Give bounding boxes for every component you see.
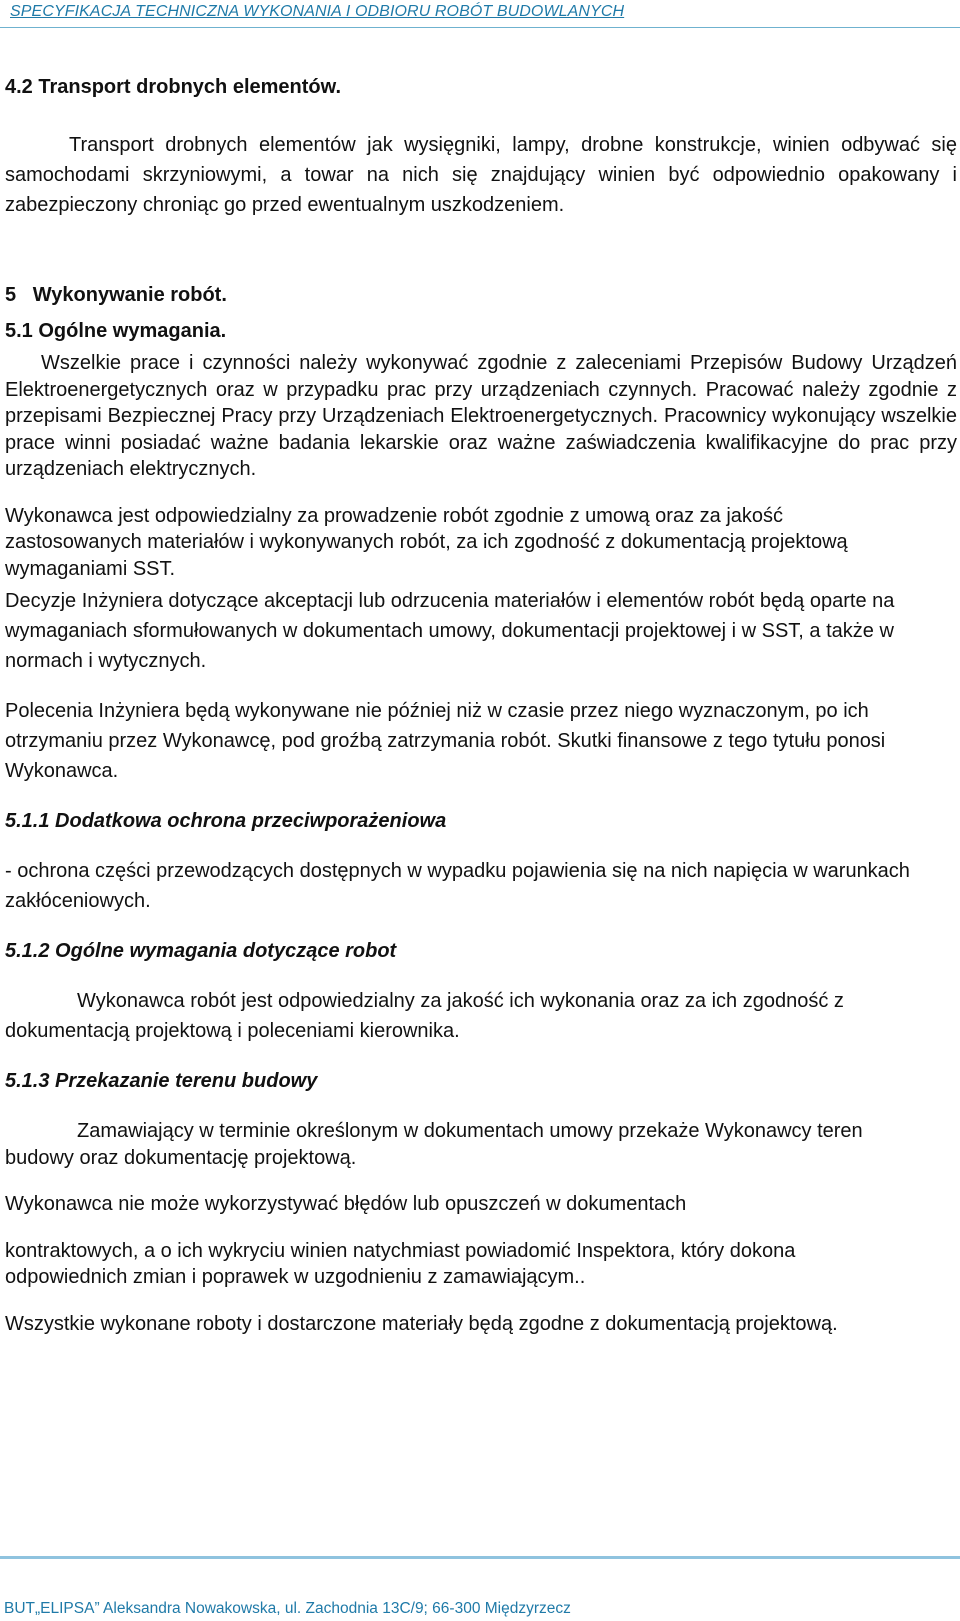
section-4-2-text: Transport drobnych elementów jak wysięgniki, lampy, drobne konstrukcje, winien odbywać się samochodami skrzyniowymi, a towar na nich się znajdujący winien być odpowiednio opakowany i zabezpieczony chroniąc go przed ewentualnym uszkodzeniem.: [5, 134, 957, 216]
section-5-1-3-heading: 5.1.3 Przekazanie terenu budowy: [5, 1070, 318, 1092]
page-header-title: SPECYFIKACJA TECHNICZNA WYKONANIA I ODBIORU ROBÓT BUDOWLANYCH: [10, 3, 625, 20]
section-5-1-paragraph-b: Wykonawca jest odpowiedzialny za prowadzenie robót zgodnie z umową oraz za jakość zastosowanych materiałów i wykonywanych robót, za ich zgodność z dokumentacją projektową wymaganiami SST.: [5, 504, 848, 580]
section-5-1-3-paragraph-c: kontraktowych, a o ich wykryciu winien natychmiast powiadomić Inspektora, który dokona odpowiednich zmian i poprawek w uzgodnieniu z zamawiającym..: [5, 1239, 796, 1288]
section-5-1-3-paragraph: Zamawiający w terminie określonym w dokumentach umowy przekaże Wykonawcy teren budowy oraz dokumentację projektową.: [5, 1120, 863, 1169]
section-5-1-3-paragraph-b: Wykonawca nie może wykorzystywać błędów lub opuszczeń w dokumentach: [5, 1193, 687, 1215]
document-body: [5, 72, 957, 1337]
section-5-1-2-heading: 5.1.2 Ogólne wymagania dotyczące robot: [5, 940, 397, 962]
section-5-1-heading: 5.1 Ogólne wymagania.: [5, 320, 227, 342]
section-5-1-3-paragraph-d: Wszystkie wykonane roboty i dostarczone materiały będą zgodne z dokumentacją projektową.: [5, 1312, 838, 1335]
section-5-1-1-paragraph: - ochrona części przewodzących dostępnych w wypadku pojawienia się na nich napięcia w warunkach zakłóceniowych.: [5, 860, 910, 912]
section-5-1-paragraph-c: Decyzje Inżyniera dotyczące akceptacji lub odrzucenia materiałów i elementów robót będą oparte na wymaganiach sformułowanych w dokumentach umowy, dokumentacji projektowej i w SST, a także w normach i wytycznych.: [5, 590, 895, 672]
section-5-heading: 5 Wykonywanie robót.: [5, 284, 227, 306]
section-5-1-paragraph-d: Polecenia Inżyniera będą wykonywane nie później niż w czasie przez niego wyznaczonym, po ich otrzymaniu przez Wykonawcę, pod groźbą zatrzymania robót. Skutki finansowe z tego tytułu ponosi Wykonawca.: [5, 700, 886, 782]
footer-divider: [0, 1556, 960, 1559]
section-5-1-2-paragraph: Wykonawca robót jest odpowiedzialny za jakość ich wykonania oraz za ich zgodność z dokumentacją projektową i poleceniami kierownika.: [5, 990, 844, 1042]
page-footer: BUT„ELIPSA” Aleksandra Nowakowska, ul. Zachodnia 13C/9; 66-300 Międzyrzecz: [4, 1600, 571, 1617]
section-5-1-text-a: Wszelkie prace i czynności należy wykonywać zgodnie z zaleceniami Przepisów Budowy Urządzeń Elektroenergetycznych oraz w przypadku prac przy urządzeniach czynnych. Pracować należy zgodnie z przepisami Bezpiecznej Pracy przy Urządzeniach Elektroenergetycznych. Pracownicy wykonujący wszelkie prace winni posiadać ważne badania lekarskie oraz ważne zaświadczenia kwalifikacyjne do prac przy urządzeniach elektrycznych.: [5, 352, 957, 480]
section-4-2-heading: 4.2 Transport drobnych elementów.: [5, 76, 341, 98]
header-divider: [0, 27, 960, 28]
section-5-1-paragraph-a: [5, 350, 957, 483]
section-4-2-paragraph: [5, 130, 957, 220]
section-5-1-1-heading: 5.1.1 Dodatkowa ochrona przeciwporażeniowa: [5, 810, 447, 832]
